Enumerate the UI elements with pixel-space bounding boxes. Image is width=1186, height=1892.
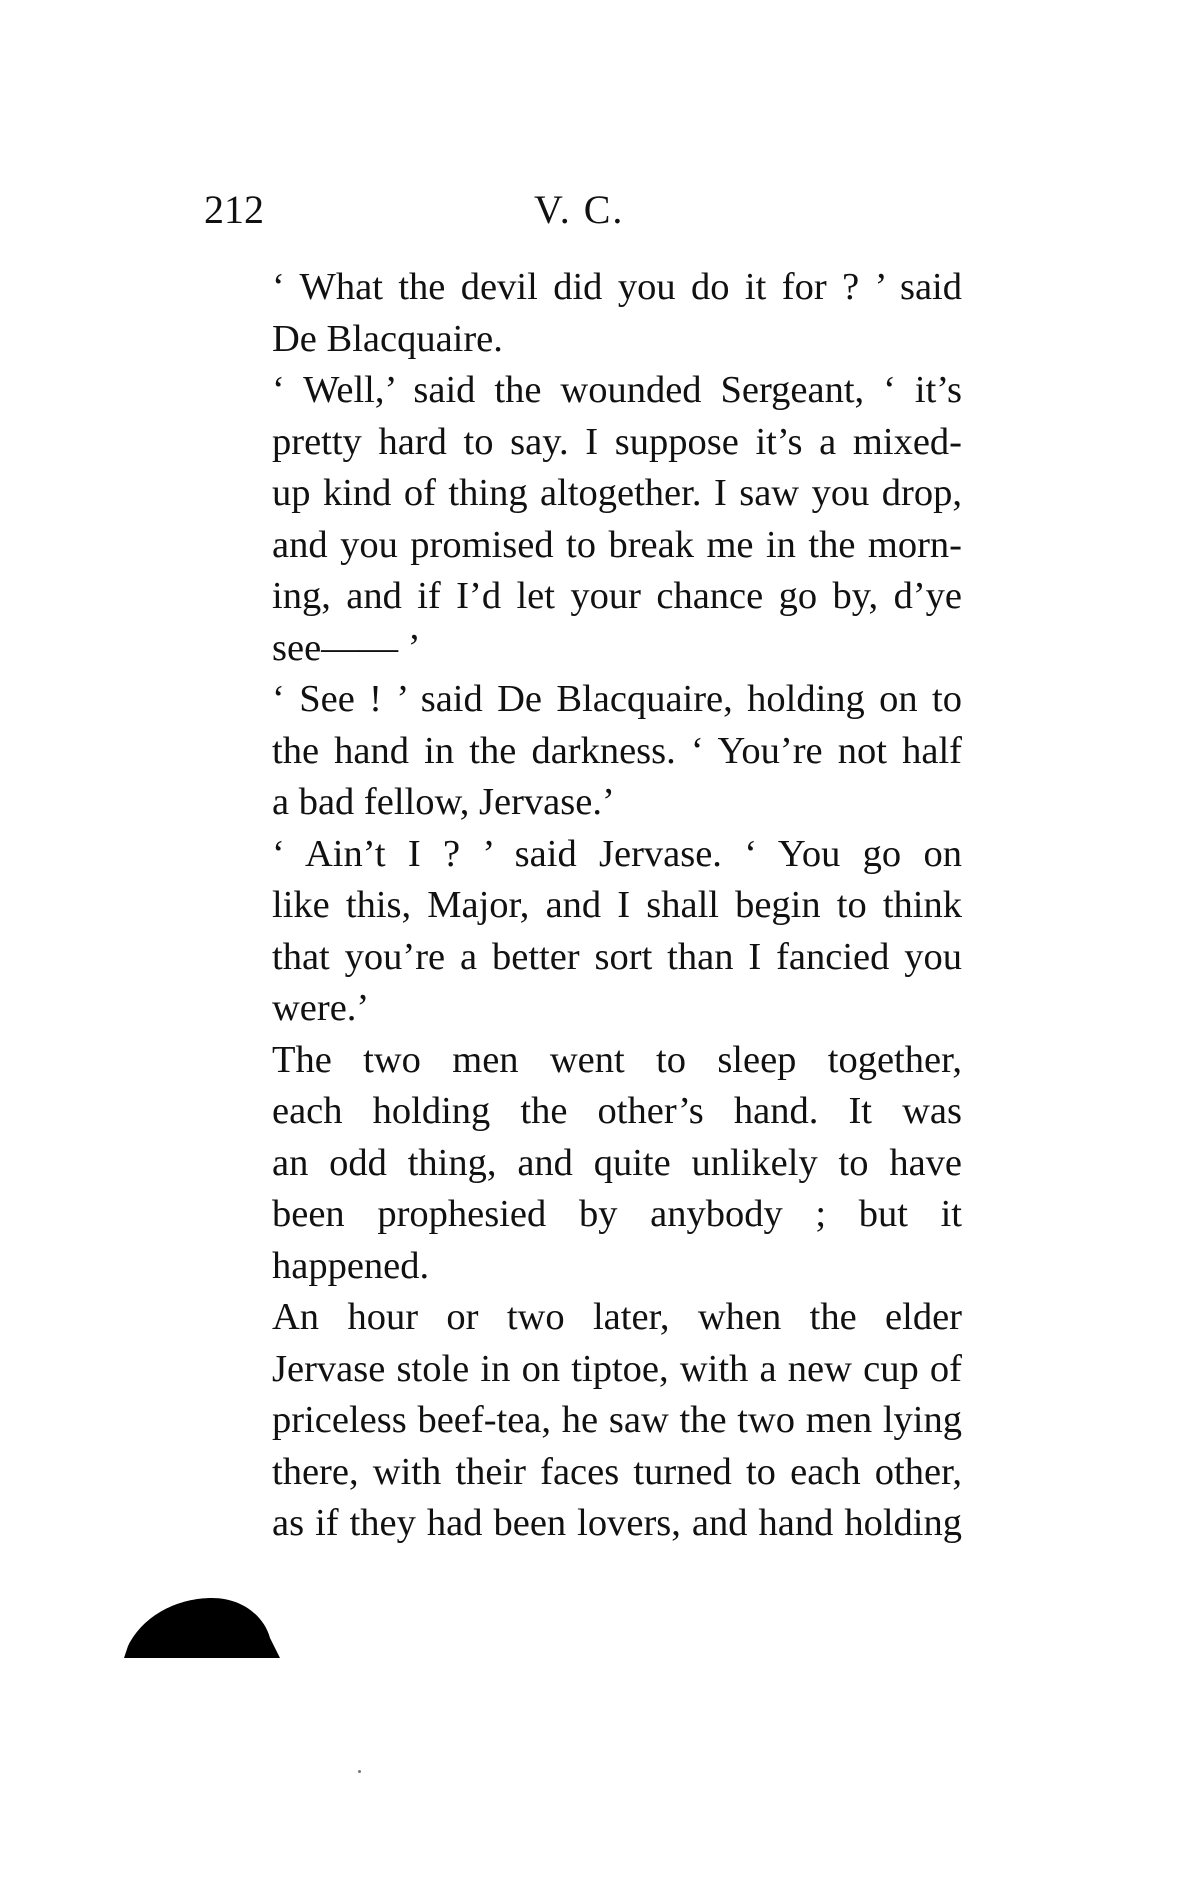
text-line: there, with their faces turned to each other, [272,1450,962,1493]
text-line: like this, Major, and I shall begin to think [272,884,962,926]
text-line: the hand in the darkness. ‘ You’re not half [272,729,962,772]
text-line: that you’re a better sort than I fancied you [272,935,962,978]
page-number: 212 [204,187,264,232]
ink-blot-mark [124,1596,280,1658]
text-line: pretty hard to say. I suppose it’s a mixed- [272,420,962,463]
text-line: as if they had been lovers, and hand holding [272,1502,962,1544]
text-line: each holding the other’s hand. It was [272,1090,962,1132]
page-header [204,186,964,236]
text-line: ‘ Well,’ said the wounded Sergeant, ‘ it’s [272,369,962,411]
text-line: see—— ’ [272,626,421,669]
text-line: priceless beef-tea, he saw the two men lying [272,1399,962,1441]
text-line: and you promised to break me in the morn- [272,523,962,566]
text-line: ‘ See ! ’ said De Blacquaire, holding on to [272,678,962,720]
text-line: ing, and if I’d let your chance go by, d’ye [272,575,962,617]
text-line: De Blacquaire. [272,317,503,360]
paper-speck [358,1770,361,1773]
paragraph [210,262,962,365]
paragraph [210,674,962,829]
running-head: V. C. [534,187,625,232]
paragraph [210,829,962,1035]
text-line: been prophesied by anybody ; but it [272,1193,962,1235]
body-text [210,262,962,1550]
paragraph [210,1035,962,1293]
text-line: an odd thing, and quite unlikely to have [272,1141,962,1184]
text-line: Jervase stole in on tiptoe, with a new cup of [272,1347,962,1390]
text-line: The two men went to sleep together, [272,1038,962,1081]
paragraph [210,1292,962,1550]
text-line: ‘ Ain’t I ? ’ said Jervase. ‘ You go on [272,832,962,875]
text-line: An hour or two later, when the elder [272,1296,962,1338]
text-line: were.’ [272,987,370,1029]
text-line: happened. [272,1244,430,1287]
text-line: up kind of thing altogether. I saw you drop, [272,472,962,514]
paragraph [210,365,962,674]
text-line: ‘ What the devil did you do it for ? ’ said [272,266,962,308]
text-line: a bad fellow, Jervase.’ [272,781,615,823]
